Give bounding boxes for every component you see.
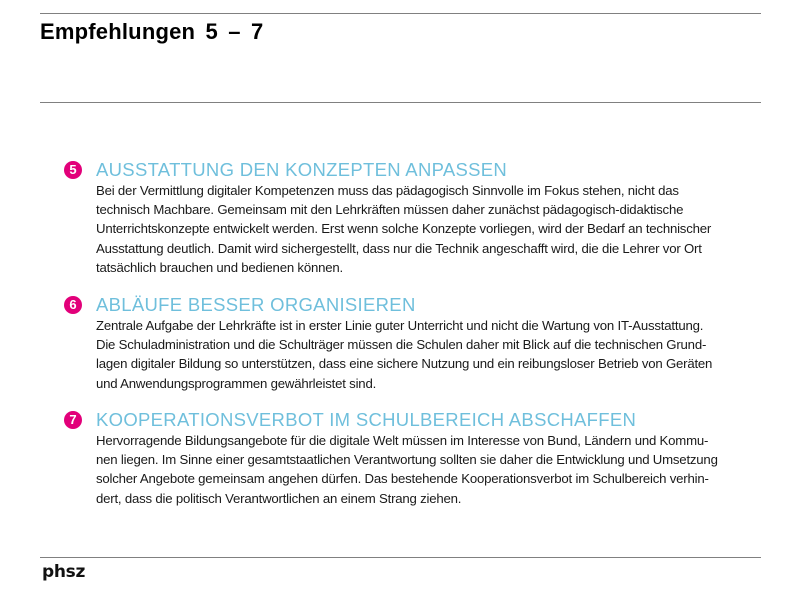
recommendation-6 (64, 293, 764, 393)
number-badge-5: 5 (64, 161, 82, 179)
section-body (96, 181, 764, 277)
body-line: dert, dass die politisch Verantwortlichen an einem Strang ziehen. (96, 490, 462, 506)
title-divider (40, 102, 761, 103)
section-body (96, 316, 764, 393)
number-badge-6: 6 (64, 296, 82, 314)
body-line: Hervorragende Bildungsangebote für die digitale Welt müssen im Interesse von Bund, Ländern und Kommu- (96, 433, 709, 448)
section-heading: ABLÄUFE BESSER ORGANISIEREN (96, 294, 416, 315)
body-line: technisch Machbare. Gemeinsam mit den Lehrkräften müssen daher zunächst pädagogisch-didaktische (96, 202, 684, 218)
body-line: Unterrichtskonzepte entwickelt werden. Erst wenn solche Konzepte vorliegen, wird der Bedarf an technischer (96, 221, 712, 237)
body-line: Zentrale Aufgabe der Lehrkräfte ist in erster Linie guter Unterricht und nicht die Wartung von IT-Ausstattung. (96, 318, 704, 333)
section-heading: KOOPERATIONSVERBOT IM SCHULBEREICH ABSCHAFFEN (96, 409, 637, 430)
recommendation-7 (64, 408, 764, 508)
body-line: Die Schuladministration und die Schulträger müssen die Schulen daher mit Blick auf die technischen Grund- (96, 337, 707, 353)
body-line: Ausstattung deutlich. Damit wird sichergestellt, dass nur die Technik angeschafft wird, die die Lehrer vor Ort (96, 240, 702, 256)
slide-title: Empfehlungen 5 – 7 (40, 19, 264, 44)
body-line: und Anwendungsprogrammen gewährleistet sind. (96, 375, 377, 391)
body-line: nen liegen. Im Sinne einer gesamtstaatlichen Verantwortung sollten sie daher die Entwicklung und Umsetzung (96, 452, 718, 468)
footer-rule (40, 557, 761, 558)
recommendation-5 (64, 158, 764, 277)
footer-logo: phsz (42, 562, 86, 582)
number-badge-7: 7 (64, 411, 82, 429)
top-rule (40, 13, 761, 14)
body-line: Bei der Vermittlung digitaler Kompetenzen muss das pädagogisch Sinnvolle im Fokus stehen, nicht das (96, 183, 679, 198)
body-line: lagen digitaler Bildung so unterstützen, dass eine sichere Nutzung und ein reibungsloser Betrieb von Geräten (96, 356, 713, 372)
body-line: solcher Angebote gemeinsam angehen dürfen. Das bestehende Kooperationsverbot im Schulbereich verhin- (96, 471, 709, 487)
section-heading: AUSSTATTUNG DEN KONZEPTEN ANPASSEN (96, 159, 508, 180)
section-body (96, 431, 764, 508)
body-line: tatsächlich brauchen und bedienen können. (96, 259, 343, 275)
